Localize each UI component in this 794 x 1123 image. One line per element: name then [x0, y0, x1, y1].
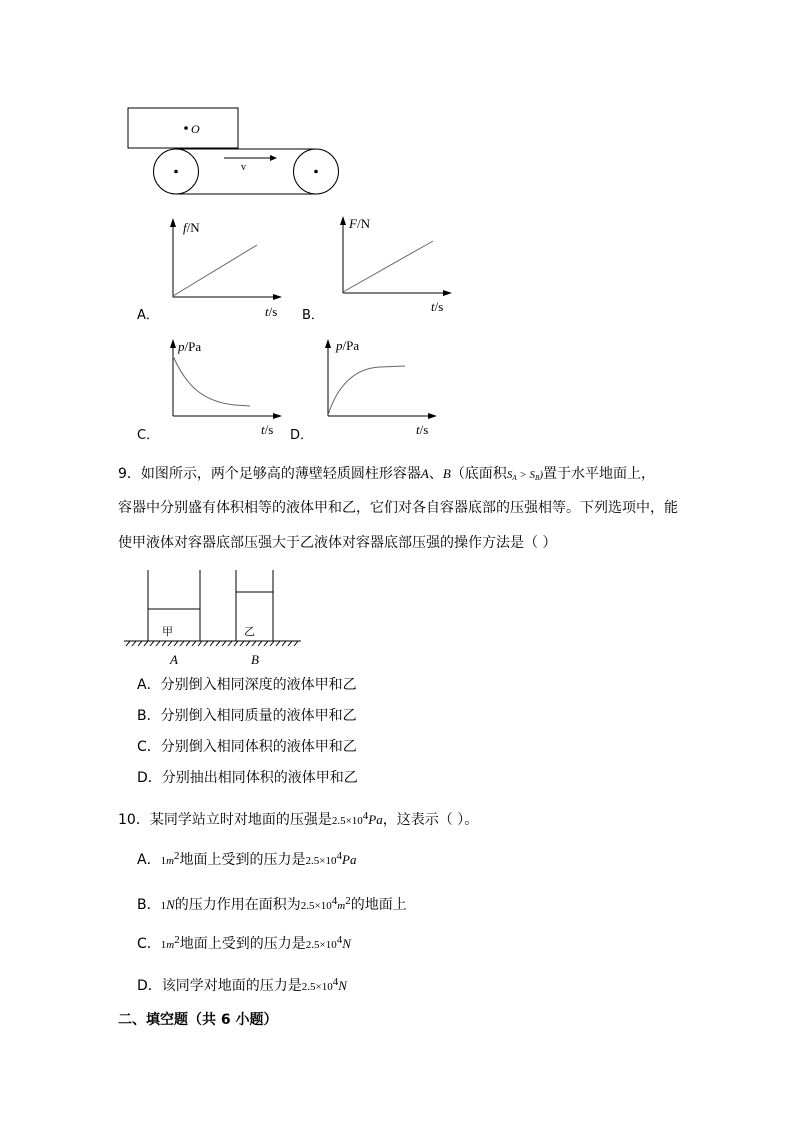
q10-option-a: A．$1m^2$地面上受到的压力是$2.5\times 10^4Pa$ [137, 850, 357, 868]
graph-a-curve [173, 245, 257, 296]
graph-c [135, 336, 300, 436]
svg-text:t/s: t/s [265, 304, 278, 319]
graph-a [135, 215, 300, 330]
graph-c-curve [173, 356, 250, 406]
q9-line2: 容器中分别盛有体积相等的液体甲和乙，它们对各自容器底部的压强相等。下列选项中，能 [118, 500, 678, 516]
svg-text:f/N: f/N [183, 220, 200, 235]
svg-text:t/s: t/s [416, 422, 429, 436]
svg-text:t/s: t/s [261, 422, 274, 436]
graph-d [290, 336, 455, 436]
q9-option-d: D．分别抽出相同体积的液体甲和乙 [137, 770, 358, 786]
liquid-a-label: 甲 [162, 625, 173, 638]
q9-option-b: B．分别倒入相同质量的液体甲和乙 [137, 708, 357, 724]
liquid-b-label: 乙 [244, 625, 255, 638]
box-label: O [191, 122, 200, 136]
box-on-belt [128, 108, 238, 148]
q10-stem: 10．某同学站立时对地面的压强是$2.5\times 10^4Pa$，这表示（ ）。 [118, 810, 479, 828]
q10-option-d: D．该同学对地面的压力是$2.5\times 10^4N$ [137, 976, 347, 994]
svg-text:p/Pa: p/Pa [178, 339, 202, 354]
velocity-label: v [241, 162, 246, 173]
svg-text:t/s: t/s [431, 299, 444, 314]
graph-a-letter: A． [137, 308, 159, 323]
answer-blank: （ ） [524, 535, 557, 551]
svg-text:p/Pa: p/Pa [336, 338, 360, 353]
graph-b-curve [343, 241, 433, 292]
svg-text:F/N: F/N [349, 216, 370, 231]
q9-line3: 使甲液体对容器底部压强大于乙液体对容器底部压强的操作方法是（ ） [118, 535, 557, 551]
containers-figure [120, 565, 305, 670]
q10-option-c: C．$1m^2$地面上受到的压力是$2.5\times 10^4N$ [137, 934, 351, 952]
graph-b-letter: B． [302, 308, 324, 323]
graph-d-letter: D． [290, 428, 314, 443]
section-heading: 二、填空题（共 6 小题） [118, 1012, 278, 1028]
graph-b [305, 213, 470, 328]
q9-option-a: A．分别倒入相同深度的液体甲和乙 [137, 677, 357, 693]
conveyor-figure [120, 100, 350, 200]
container-a-label: A [170, 652, 178, 667]
box-center-dot [184, 126, 188, 130]
container-b-label: B [251, 652, 259, 667]
answer-blank: （ ） [438, 812, 465, 828]
q9-line1: 9．如图所示，两个足够高的薄壁轻质圆柱形容器A、B（底面积$S_A > S_B$)置于水平地面上， [118, 466, 655, 482]
graph-c-letter: C． [137, 428, 160, 443]
q9-option-c: C．分别倒入相同体积的液体甲和乙 [137, 739, 357, 755]
graph-d-curve [328, 366, 405, 415]
q10-option-b: B．1N的压力作用在面积为$2.5\times 10^4m^2$的地面上 [137, 895, 407, 913]
